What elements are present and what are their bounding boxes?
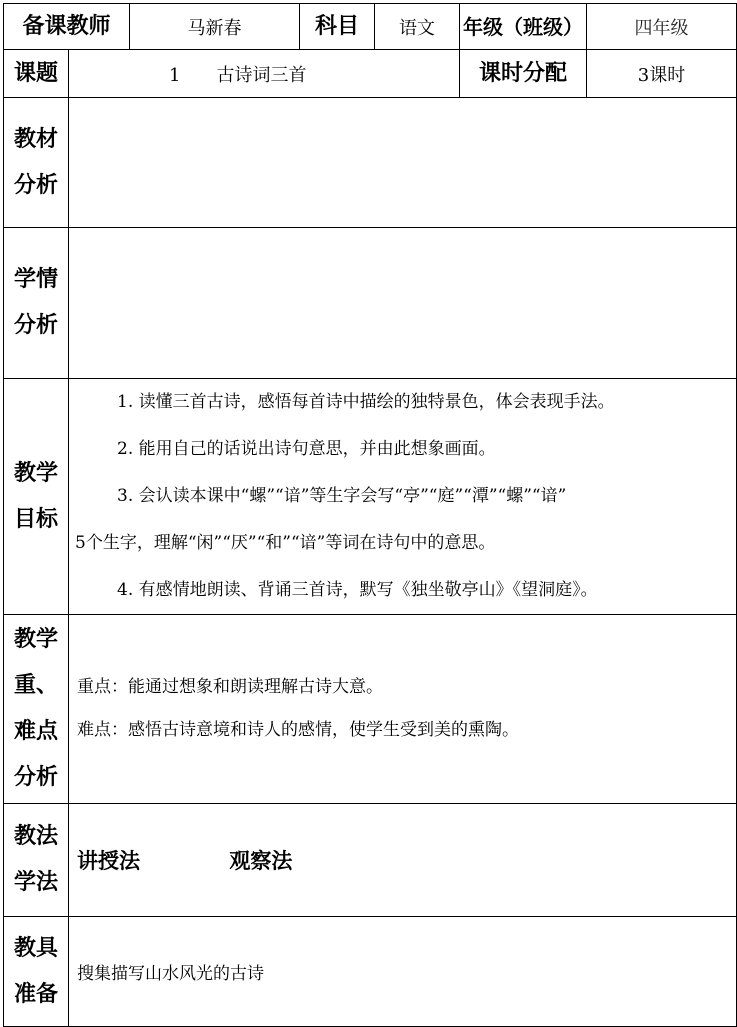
- hours-label: 课时分配: [460, 50, 587, 98]
- hours-value: 3课时: [587, 50, 737, 98]
- student-analysis-content: [69, 228, 737, 379]
- goal-line: 5个生字，理解“闲”“厌”“和”“谙”等词在诗句中的意思。: [75, 533, 496, 553]
- student-analysis-label: 学情 分析: [4, 228, 69, 379]
- method-lecture: 讲授法: [77, 849, 140, 873]
- method-observation: 观察法: [229, 849, 293, 873]
- student-analysis-row: [4, 228, 737, 379]
- materials-row: [4, 917, 737, 1027]
- goal-line: 4. 有感情地朗读、背诵三首诗，默写《独坐敬亭山》《望洞庭》。: [117, 580, 598, 600]
- header-row: [4, 4, 737, 50]
- teaching-goals-content: [69, 379, 737, 615]
- goal-line: 1. 读懂三首古诗，感悟每首诗中描绘的独特景色，体会表现手法。: [117, 392, 615, 412]
- grade-label: 年级（班级）: [460, 4, 587, 50]
- methods-content: [69, 804, 737, 917]
- topic-label: 课题: [4, 50, 69, 98]
- goal-line: 3. 会认读本课中“螺”“谙”等生字会写“亭”“庭”“潭”“螺”“谙”: [117, 486, 567, 506]
- topic-value: 1 古诗词三首: [69, 50, 460, 98]
- teacher-name: 马新春: [130, 4, 300, 50]
- materials-label: 教具 准备: [4, 917, 69, 1027]
- teaching-goals-row: [4, 379, 737, 615]
- material-analysis-content: [69, 98, 737, 228]
- difficulty-point: 难点：感悟古诗意境和诗人的感情，使学生受到美的熏陶。: [77, 720, 519, 740]
- lesson-plan-table: [3, 3, 737, 1027]
- material-analysis-label: 教材 分析: [4, 98, 69, 228]
- goal-line: 2. 能用自己的话说出诗句意思，并由此想象画面。: [117, 439, 496, 459]
- key-points-row: [4, 615, 737, 804]
- key-points-label: 教学 重、 难点 分析: [4, 615, 69, 804]
- material-analysis-row: [4, 98, 737, 228]
- methods-label: 教法 学法: [4, 804, 69, 917]
- teacher-label: 备课教师: [4, 4, 130, 50]
- grade-value: 四年级: [587, 4, 737, 50]
- topic-row: [4, 50, 737, 98]
- methods-row: [4, 804, 737, 917]
- subject-value: 语文: [375, 4, 460, 50]
- focus-point: 重点：能通过想象和朗读理解古诗大意。: [77, 677, 383, 697]
- subject-label: 科目: [300, 4, 375, 50]
- teaching-goals-label: 教学 目标: [4, 379, 69, 615]
- key-points-content: [69, 615, 737, 804]
- materials-content: 搜集描写山水风光的古诗: [69, 917, 737, 1027]
